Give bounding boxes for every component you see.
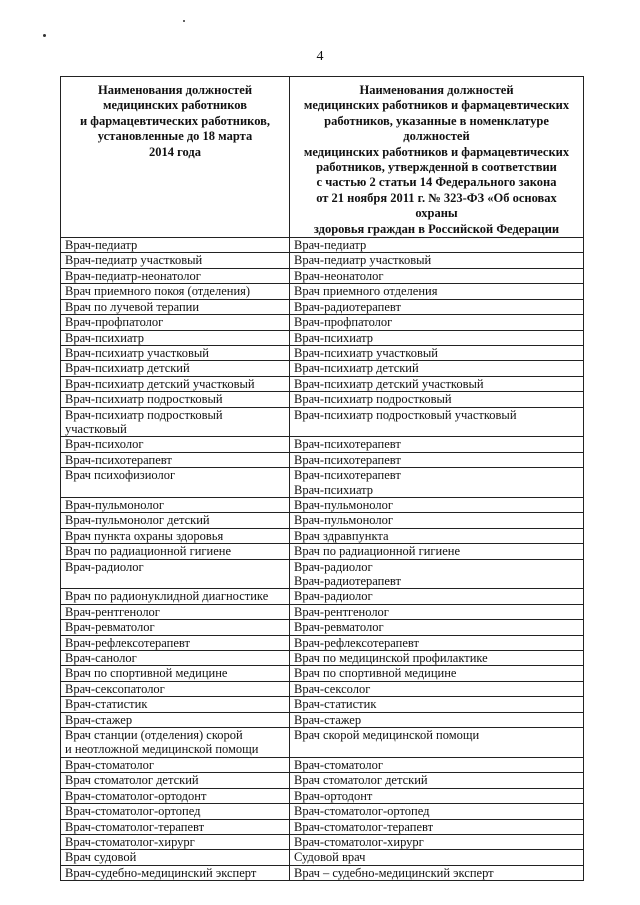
cell-text: Врач по спортивной медицине (294, 666, 457, 681)
header-line: медицинских работников (102, 98, 247, 113)
old-title-cell (61, 544, 290, 559)
cell-text: Врач-психиатр детский (65, 361, 190, 376)
new-title-cell (290, 559, 584, 589)
new-title-cell (290, 497, 584, 512)
table-row (61, 315, 584, 330)
table-body (61, 238, 584, 881)
new-title-cell (290, 544, 584, 559)
old-title-cell (61, 528, 290, 543)
page-number: 4 (316, 49, 324, 64)
new-title-cell (290, 315, 584, 330)
old-title-cell (61, 834, 290, 849)
new-title-cell (290, 513, 584, 528)
header-line: работников, утвержденной в соответствии (316, 160, 557, 175)
old-title-cell (61, 468, 290, 498)
cell-text: Врач по радионуклидной диагностике (65, 589, 269, 604)
cell-text: Врач пункта охраны здоровья (65, 528, 224, 543)
cell-text: Врач-стоматолог (65, 757, 154, 772)
cell-text: Судовой врач (294, 850, 366, 865)
old-title-cell (61, 819, 290, 834)
old-title-cell (61, 712, 290, 727)
old-title-cell (61, 437, 290, 452)
cell-text: Врач-психиатр подростковый (65, 392, 223, 407)
new-title-cell (290, 407, 584, 437)
old-title-cell (61, 681, 290, 696)
cell-text: Врач стоматолог детский (294, 773, 428, 788)
cell-text: Врач-психолог (65, 437, 144, 452)
table-row (61, 865, 584, 880)
cell-text: Врач-психотерапевт (294, 452, 401, 467)
old-title-cell (61, 376, 290, 391)
table-row (61, 620, 584, 635)
new-title-cell (290, 299, 584, 314)
cell-text: Врач-педиатр (294, 238, 367, 253)
cell-text: Врач-педиатр (65, 238, 138, 253)
new-title-cell (290, 376, 584, 391)
table-row (61, 850, 584, 865)
cell-text: Врач-стоматолог-ортопед (294, 804, 430, 819)
cell-text: Врач приемного отделения (294, 284, 438, 299)
cell-text: Врач-психиатр (294, 482, 374, 497)
table-row (61, 788, 584, 803)
cell-text: Врач-стоматолог-терапевт (294, 819, 434, 834)
new-title-cell (290, 728, 584, 758)
cell-text: Врач-психиатр (294, 330, 374, 345)
cell-text: и неотложной медицинской помощи (65, 742, 259, 757)
old-title-cell (61, 635, 290, 650)
cell-text: Врач-радиолог (65, 559, 144, 574)
new-title-cell (290, 268, 584, 283)
old-title-cell (61, 392, 290, 407)
cell-text: Врач-пульмонолог (294, 513, 393, 528)
cell-text: Врач-психиатр детский (294, 361, 419, 376)
cell-text: Врач скорой медицинской помощи (294, 728, 480, 743)
new-title-cell (290, 757, 584, 772)
table-row (61, 468, 584, 498)
table-row (61, 544, 584, 559)
cell-text: Врач-стажер (294, 712, 362, 727)
new-title-cell (290, 850, 584, 865)
new-title-cell (290, 330, 584, 345)
cell-text: Врач-ортодонт (294, 788, 373, 803)
old-title-cell (61, 238, 290, 253)
old-title-cell (61, 589, 290, 604)
new-title-cell (290, 788, 584, 803)
new-title-cell (290, 392, 584, 407)
old-title-cell (61, 865, 290, 880)
table-row (61, 773, 584, 788)
table-row (61, 392, 584, 407)
cell-text: Врач по спортивной медицине (65, 666, 228, 681)
cell-text: Врач-стоматолог-ортопед (65, 804, 201, 819)
cell-text: Врач-психиатр подростковый участковый (294, 407, 517, 422)
table-row (61, 299, 584, 314)
header-line: медицинских работников и фармацевтических (303, 98, 570, 113)
old-title-cell (61, 773, 290, 788)
cell-text: Врач-рефлексотерапевт (65, 635, 190, 650)
table-row (61, 376, 584, 391)
old-title-cell (61, 757, 290, 772)
old-title-cell (61, 330, 290, 345)
cell-text: Врач-психиатр подростковый (65, 407, 223, 422)
old-title-cell (61, 788, 290, 803)
new-title-cell (290, 804, 584, 819)
cell-text: Врач психофизиолог (65, 468, 176, 483)
cell-text: Врач стоматолог детский (65, 773, 199, 788)
new-title-cell (290, 819, 584, 834)
new-title-cell (290, 697, 584, 712)
old-title-cell (61, 268, 290, 283)
old-title-cell (61, 361, 290, 376)
header-line: 2014 года (149, 144, 201, 159)
old-title-cell (61, 620, 290, 635)
cell-text: Врач-психотерапевт (294, 468, 401, 483)
table-header-row (61, 77, 584, 238)
header-old-titles (61, 77, 290, 238)
new-title-cell (290, 589, 584, 604)
new-title-cell (290, 773, 584, 788)
old-title-cell (61, 253, 290, 268)
table-row (61, 253, 584, 268)
positions-table (60, 76, 584, 881)
cell-text: Врач-ревматолог (294, 620, 384, 635)
cell-text: Врач по радиационной гигиене (294, 544, 460, 559)
table-row (61, 712, 584, 727)
cell-text: Врач-судебно-медицинский эксперт (65, 865, 257, 880)
table-row (61, 238, 584, 253)
new-title-cell (290, 238, 584, 253)
cell-text: Врач станции (отделения) скорой (65, 728, 243, 743)
cell-text: Врач-рентгенолог (294, 604, 389, 619)
old-title-cell (61, 497, 290, 512)
cell-text: Врач здравпункта (294, 528, 389, 543)
header-line: Наименования должностей (359, 83, 514, 97)
cell-text: Врач-пульмонолог (294, 497, 393, 512)
cell-text: Врач-стоматолог-терапевт (65, 819, 205, 834)
old-title-cell (61, 299, 290, 314)
cell-text: Врач-стажер (65, 712, 133, 727)
old-title-cell (61, 666, 290, 681)
cell-text: Врач-радиотерапевт (294, 574, 401, 588)
table-row (61, 651, 584, 666)
scan-speck (43, 34, 46, 37)
table-row (61, 697, 584, 712)
cell-text: Врач по медицинской профилактике (294, 651, 488, 666)
new-title-cell (290, 528, 584, 543)
new-title-cell (290, 651, 584, 666)
header-line: здоровья граждан в Российской Федерации (313, 221, 560, 236)
new-title-cell (290, 345, 584, 360)
cell-text: Врач-рефлексотерапевт (294, 635, 419, 650)
old-title-cell (61, 604, 290, 619)
cell-text: Врач по радиационной гигиене (65, 544, 231, 559)
old-title-cell (61, 804, 290, 819)
old-title-cell (61, 559, 290, 589)
new-title-cell (290, 834, 584, 849)
header-line: с частью 2 статьи 14 Федерального закона (316, 175, 557, 190)
header-line: работников, указанные в номенклатуре должностей (324, 113, 549, 144)
cell-text: Врач-рентгенолог (65, 604, 160, 619)
new-title-cell (290, 468, 584, 498)
table-row (61, 497, 584, 512)
cell-text: Врач-ревматолог (65, 620, 155, 635)
scan-speck (183, 20, 185, 22)
header-line: установленные до 18 марта (97, 129, 253, 144)
cell-text: Врач-профпатолог (65, 315, 164, 330)
new-title-cell (290, 865, 584, 880)
cell-text: Врач-психиатр подростковый (294, 392, 452, 407)
cell-text: Врач-радиолог (294, 559, 373, 574)
table-row (61, 513, 584, 528)
table-row (61, 452, 584, 467)
table-row (61, 728, 584, 758)
cell-text: Врач-психиатр детский участковый (294, 376, 484, 391)
cell-text: Врач-радиотерапевт (294, 299, 401, 314)
old-title-cell (61, 850, 290, 865)
table-row (61, 819, 584, 834)
table-row (61, 589, 584, 604)
cell-text: Врач-сексопатолог (65, 681, 165, 696)
cell-text: Врач-педиатр-неонатолог (65, 268, 201, 283)
new-title-cell (290, 620, 584, 635)
cell-text: Врач-психиатр детский участковый (65, 376, 255, 391)
new-title-cell (290, 452, 584, 467)
cell-text: Врач-стоматолог-хирург (294, 834, 424, 849)
table-row (61, 268, 584, 283)
cell-text: Врач-неонатолог (294, 268, 384, 283)
table-row (61, 361, 584, 376)
table-row (61, 604, 584, 619)
table-row (61, 528, 584, 543)
header-line: от 21 ноября 2011 г. № 323-ФЗ «Об основах охраны (316, 190, 557, 221)
cell-text: Врач-профпатолог (294, 315, 393, 330)
new-title-cell (290, 253, 584, 268)
table-row (61, 559, 584, 589)
cell-text: Врач-статистик (294, 697, 377, 712)
table-row (61, 635, 584, 650)
cell-text: Врач-стоматолог (294, 757, 383, 772)
cell-text: Врач-педиатр участковый (65, 253, 203, 268)
new-title-cell (290, 284, 584, 299)
header-line: медицинских работников и фармацевтических (303, 144, 570, 159)
cell-text: Врач судовой (65, 850, 137, 865)
new-title-cell (290, 361, 584, 376)
cell-text: Врач-стоматолог-хирург (65, 834, 195, 849)
cell-text: Врач по лучевой терапии (65, 299, 200, 314)
cell-text: Врач – судебно-медицинский эксперт (294, 865, 494, 880)
cell-text: Врач-психотерапевт (294, 437, 401, 452)
old-title-cell (61, 407, 290, 437)
old-title-cell (61, 345, 290, 360)
table-row (61, 834, 584, 849)
old-title-cell (61, 651, 290, 666)
new-title-cell (290, 604, 584, 619)
cell-text: Врач-стоматолог-ортодонт (65, 788, 207, 803)
cell-text: Врач-статистик (65, 697, 148, 712)
table-row (61, 804, 584, 819)
new-title-cell (290, 666, 584, 681)
new-title-cell (290, 635, 584, 650)
cell-text: Врач-радиолог (294, 589, 373, 604)
table-row (61, 757, 584, 772)
old-title-cell (61, 728, 290, 758)
new-title-cell (290, 712, 584, 727)
old-title-cell (61, 697, 290, 712)
table-row (61, 330, 584, 345)
table-row (61, 345, 584, 360)
cell-text: Врач-психотерапевт (65, 452, 172, 467)
cell-text: Врач-психиатр участковый (65, 345, 209, 360)
cell-text: Врач-психиатр участковый (294, 345, 438, 360)
table-row (61, 284, 584, 299)
header-line: и фармацевтических работников, (79, 113, 271, 128)
old-title-cell (61, 284, 290, 299)
cell-text: Врач-психиатр (65, 330, 145, 345)
cell-text: Врач-сексолог (294, 681, 371, 696)
cell-text: Врач-пульмонолог (65, 497, 164, 512)
cell-text: Врач-пульмонолог детский (65, 513, 210, 528)
cell-text: Врач-педиатр участковый (294, 253, 432, 268)
cell-text: участковый (65, 421, 127, 436)
table-row (61, 437, 584, 452)
cell-text: Врач-санолог (65, 651, 137, 666)
table-row (61, 681, 584, 696)
table-row (61, 407, 584, 437)
header-new-titles (290, 77, 584, 238)
old-title-cell (61, 513, 290, 528)
header-line: Наименования должностей (97, 83, 253, 97)
old-title-cell (61, 452, 290, 467)
cell-text: Врач приемного покоя (отделения) (65, 284, 251, 299)
table-row (61, 666, 584, 681)
new-title-cell (290, 681, 584, 696)
old-title-cell (61, 315, 290, 330)
new-title-cell (290, 437, 584, 452)
